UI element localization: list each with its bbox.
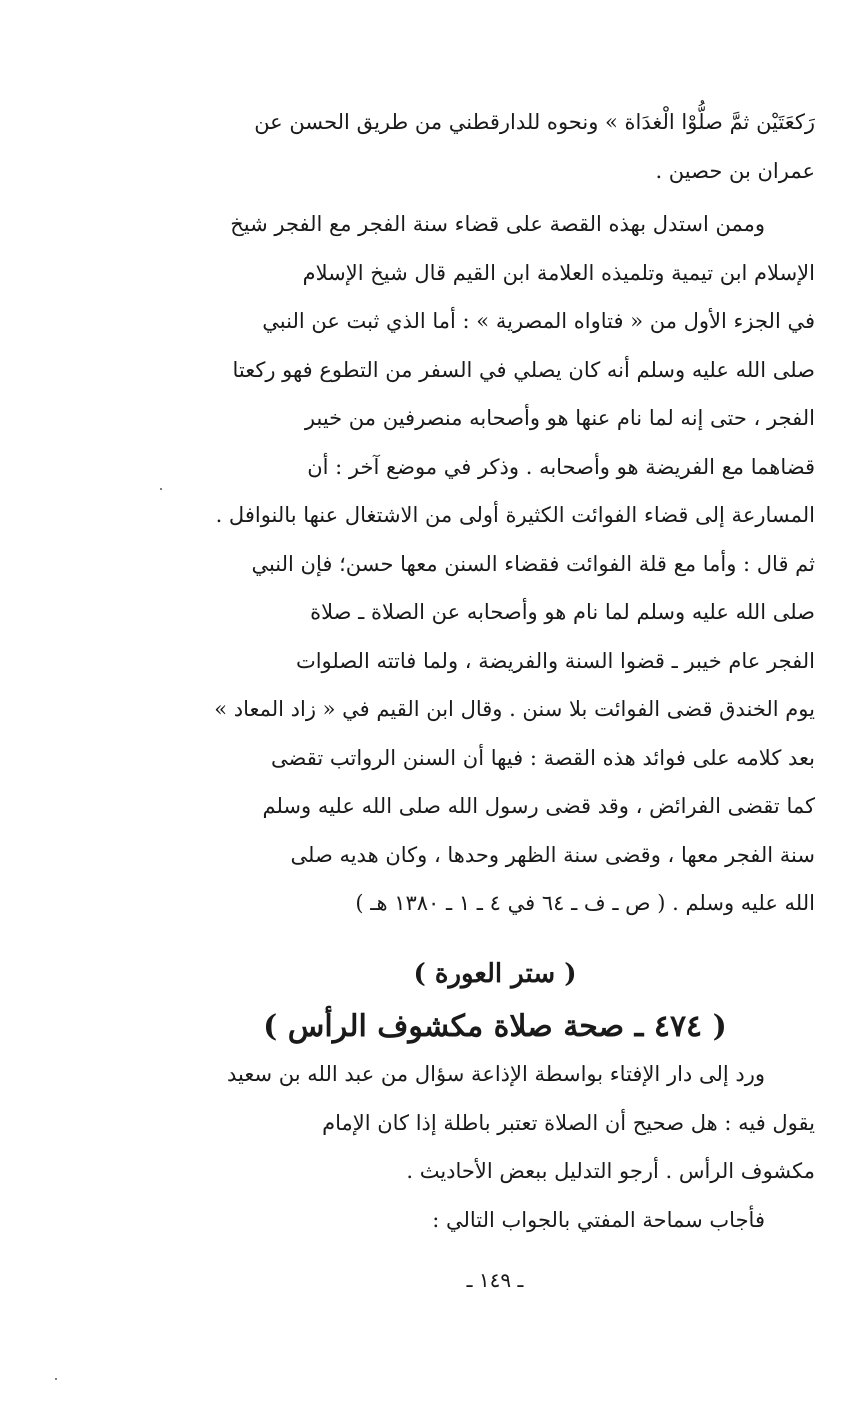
text-line: رَكعَتَيْن ثمَّ صلُّوْا الْغدَاة » ونحوه للدارقطني من طريق الحسن عن (254, 110, 815, 134)
scan-speck (55, 1378, 57, 1380)
text-line: الفجر ، حتى إنه لما نام عنها هو وأصحابه منصرفين من خيبر (304, 406, 815, 430)
text-line: قضاهما مع الفريضة هو وأصحابه . وذكر في موضع آخر : أن (307, 454, 815, 479)
text-line: يوم الخندق قضى الفوائت بلا سنن . وقال ابن القيم في « زاد المعاد » (214, 697, 815, 721)
text-line: صلى الله عليه وسلم أنه كان يصلي في السفر من التطوع فهو ركعتا (232, 357, 815, 382)
text-line: سنة الفجر معها ، وقضى سنة الظهر وحدها ، وكان هديه صلى (290, 842, 815, 867)
text-line: كما تقضى الفرائض ، وقد قضى رسول الله صلى الله عليه وسلم (262, 794, 815, 818)
text-line: في الجزء الأول من « فتاواه المصرية » : أما الذي ثبت عن النبي (262, 309, 815, 333)
text-line: بعد كلامه على فوائد هذه القصة : فيها أن السنن الرواتب تقضى (271, 745, 815, 770)
fatwa-heading: ( ٤٧٤ ـ صحة صلاة مكشوف الرأس ) (263, 1009, 727, 1044)
text-line: صلى الله عليه وسلم لما نام هو وأصحابه عن الصلاة ـ صلاة (310, 600, 815, 624)
text-line: عمران بن حصين . (655, 158, 815, 183)
text-line: المسارعة إلى قضاء الفوائت الكثيرة أولى من الاشتغال عنها بالنوافل . (215, 503, 815, 527)
top-paragraph (175, 98, 815, 195)
scan-speck (160, 488, 162, 490)
text-line: ورد إلى دار الإفتاء بواسطة الإذاعة سؤال من عبد الله بن سعيد (226, 1062, 765, 1086)
text-line: وممن استدل بهذه القصة على قضاء سنة الفجر مع الفجر شيخ (230, 212, 765, 236)
main-paragraph (175, 200, 815, 928)
section-heading: ( ستر العورة ) (413, 959, 577, 989)
text-line: مكشوف الرأس . أرجو التدليل ببعض الأحاديث . (406, 1159, 815, 1183)
text-line-with-reference: الله عليه وسلم . ( ص ـ ف ـ ٦٤ في ٤ ـ ١ ـ ١٣٨٠ هـ ) (355, 891, 815, 915)
text-line: الفجر عام خيبر ـ قضوا السنة والفريضة ، ولما فاتته الصلوات (295, 648, 815, 673)
text-line: يقول فيه : هل صحيح أن الصلاة تعتبر باطلة إذا كان الإمام (322, 1110, 815, 1135)
text-line: فأجاب سماحة المفتي بالجواب التالي : (432, 1207, 765, 1232)
page-number: ـ ١٤٩ ـ (466, 1268, 524, 1292)
text-line: ثم قال : وأما مع قلة الفوائت فقضاء السنن معها حسن؛ فإن النبي (251, 551, 815, 576)
text-line: الإسلام ابن تيمية وتلميذه العلامة ابن القيم قال شيخ الإسلام (302, 260, 815, 285)
question-paragraph (175, 1050, 815, 1244)
